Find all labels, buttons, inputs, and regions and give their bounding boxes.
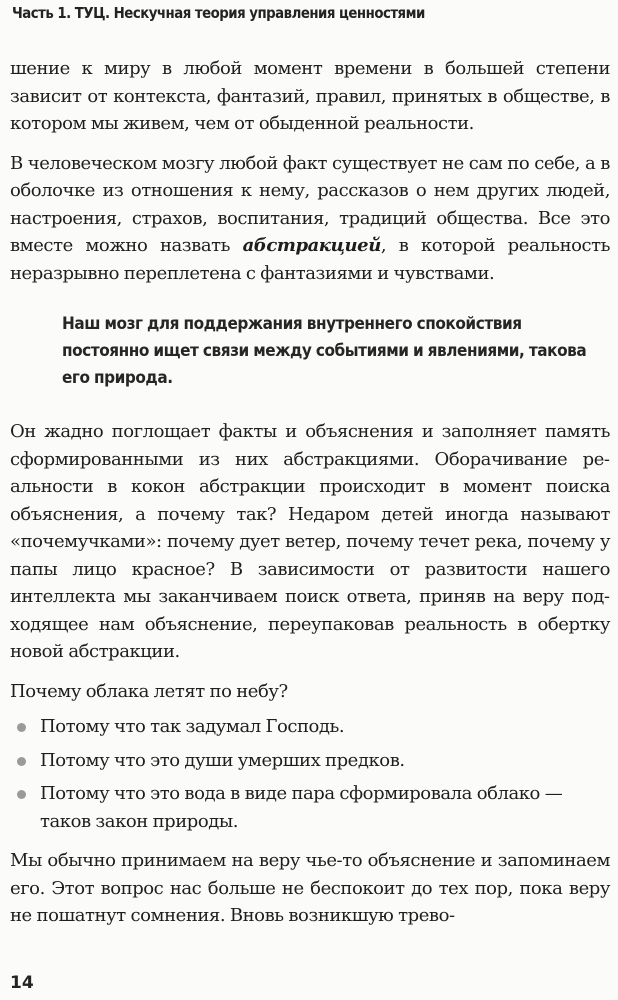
- running-head: Часть 1. ТУЦ. Нескучная теория управления ценностями: [12, 4, 425, 22]
- bullet-icon: [17, 757, 26, 766]
- page-body: [10, 55, 610, 930]
- bullet-list: [10, 713, 610, 835]
- page-number: 14: [10, 973, 34, 993]
- list-item-text: Потому что это вода в виде пара сформировала облако — таков закон природы.: [40, 783, 563, 832]
- list-item: [10, 713, 610, 741]
- paragraph-abstraction: [10, 150, 610, 288]
- emphasis-term: абстракцией: [242, 235, 381, 256]
- paragraph-explanations: Он жадно поглощает факты и объяснения и заполняет память сформированными из них абстракциями. Оборачивание реальности в кокон абстракции происходит в момент поиска объяснения, а почему так? Недаром детей иногда называют «почемучками»: почему дует ветер, почему течет река, почему у папы лицо красное? В зависимости от развитости нашего интеллекта мы заканчиваем поиск ответа, приняв на веру подходящее нам объяснение, переупаковав реальность в обертку новой абстракции.: [10, 421, 610, 662]
- paragraph-closing: Мы обычно принимаем на веру чье-то объяснение и запоминаем его. Этот вопрос нас больше не беспокоит до тех пор, пока веру не пошатнут сомнения. Вновь возникшую трево-: [10, 850, 610, 926]
- paragraph-continuation: шение к миру в любой момент времени в большей степени зависит от контекста, фантазий, правил, принятых в обществе, в котором мы живем, чем от обыденной реальности.: [10, 58, 610, 134]
- pull-quote: [62, 311, 602, 392]
- list-item: [10, 780, 610, 835]
- pull-quote-text: Наш мозг для поддержания внутреннего спокойствия постоянно ищет связи между событиями и явлениями, такова его природа.: [62, 314, 587, 388]
- list-item-text: Потому что так задумал Господь.: [40, 716, 345, 737]
- paragraph-text: В человеческом мозгу любой факт существует не сам по себе, а в оболочке из отношения к нему, рассказов о нем других людей, настроения, страхов, воспитания, традиций общества. Все это вместе можно назвать: [10, 152, 610, 256]
- bullet-icon: [17, 723, 26, 732]
- bullet-icon: [17, 790, 26, 799]
- paragraph-text: , в которой реальность неразрывно переплетена с фантазиями и чувствами.: [10, 235, 610, 284]
- list-item: [10, 747, 610, 775]
- question-line: Почему облака летят по небу?: [10, 680, 288, 702]
- list-item-text: Потому что это души умерших предков.: [40, 749, 405, 771]
